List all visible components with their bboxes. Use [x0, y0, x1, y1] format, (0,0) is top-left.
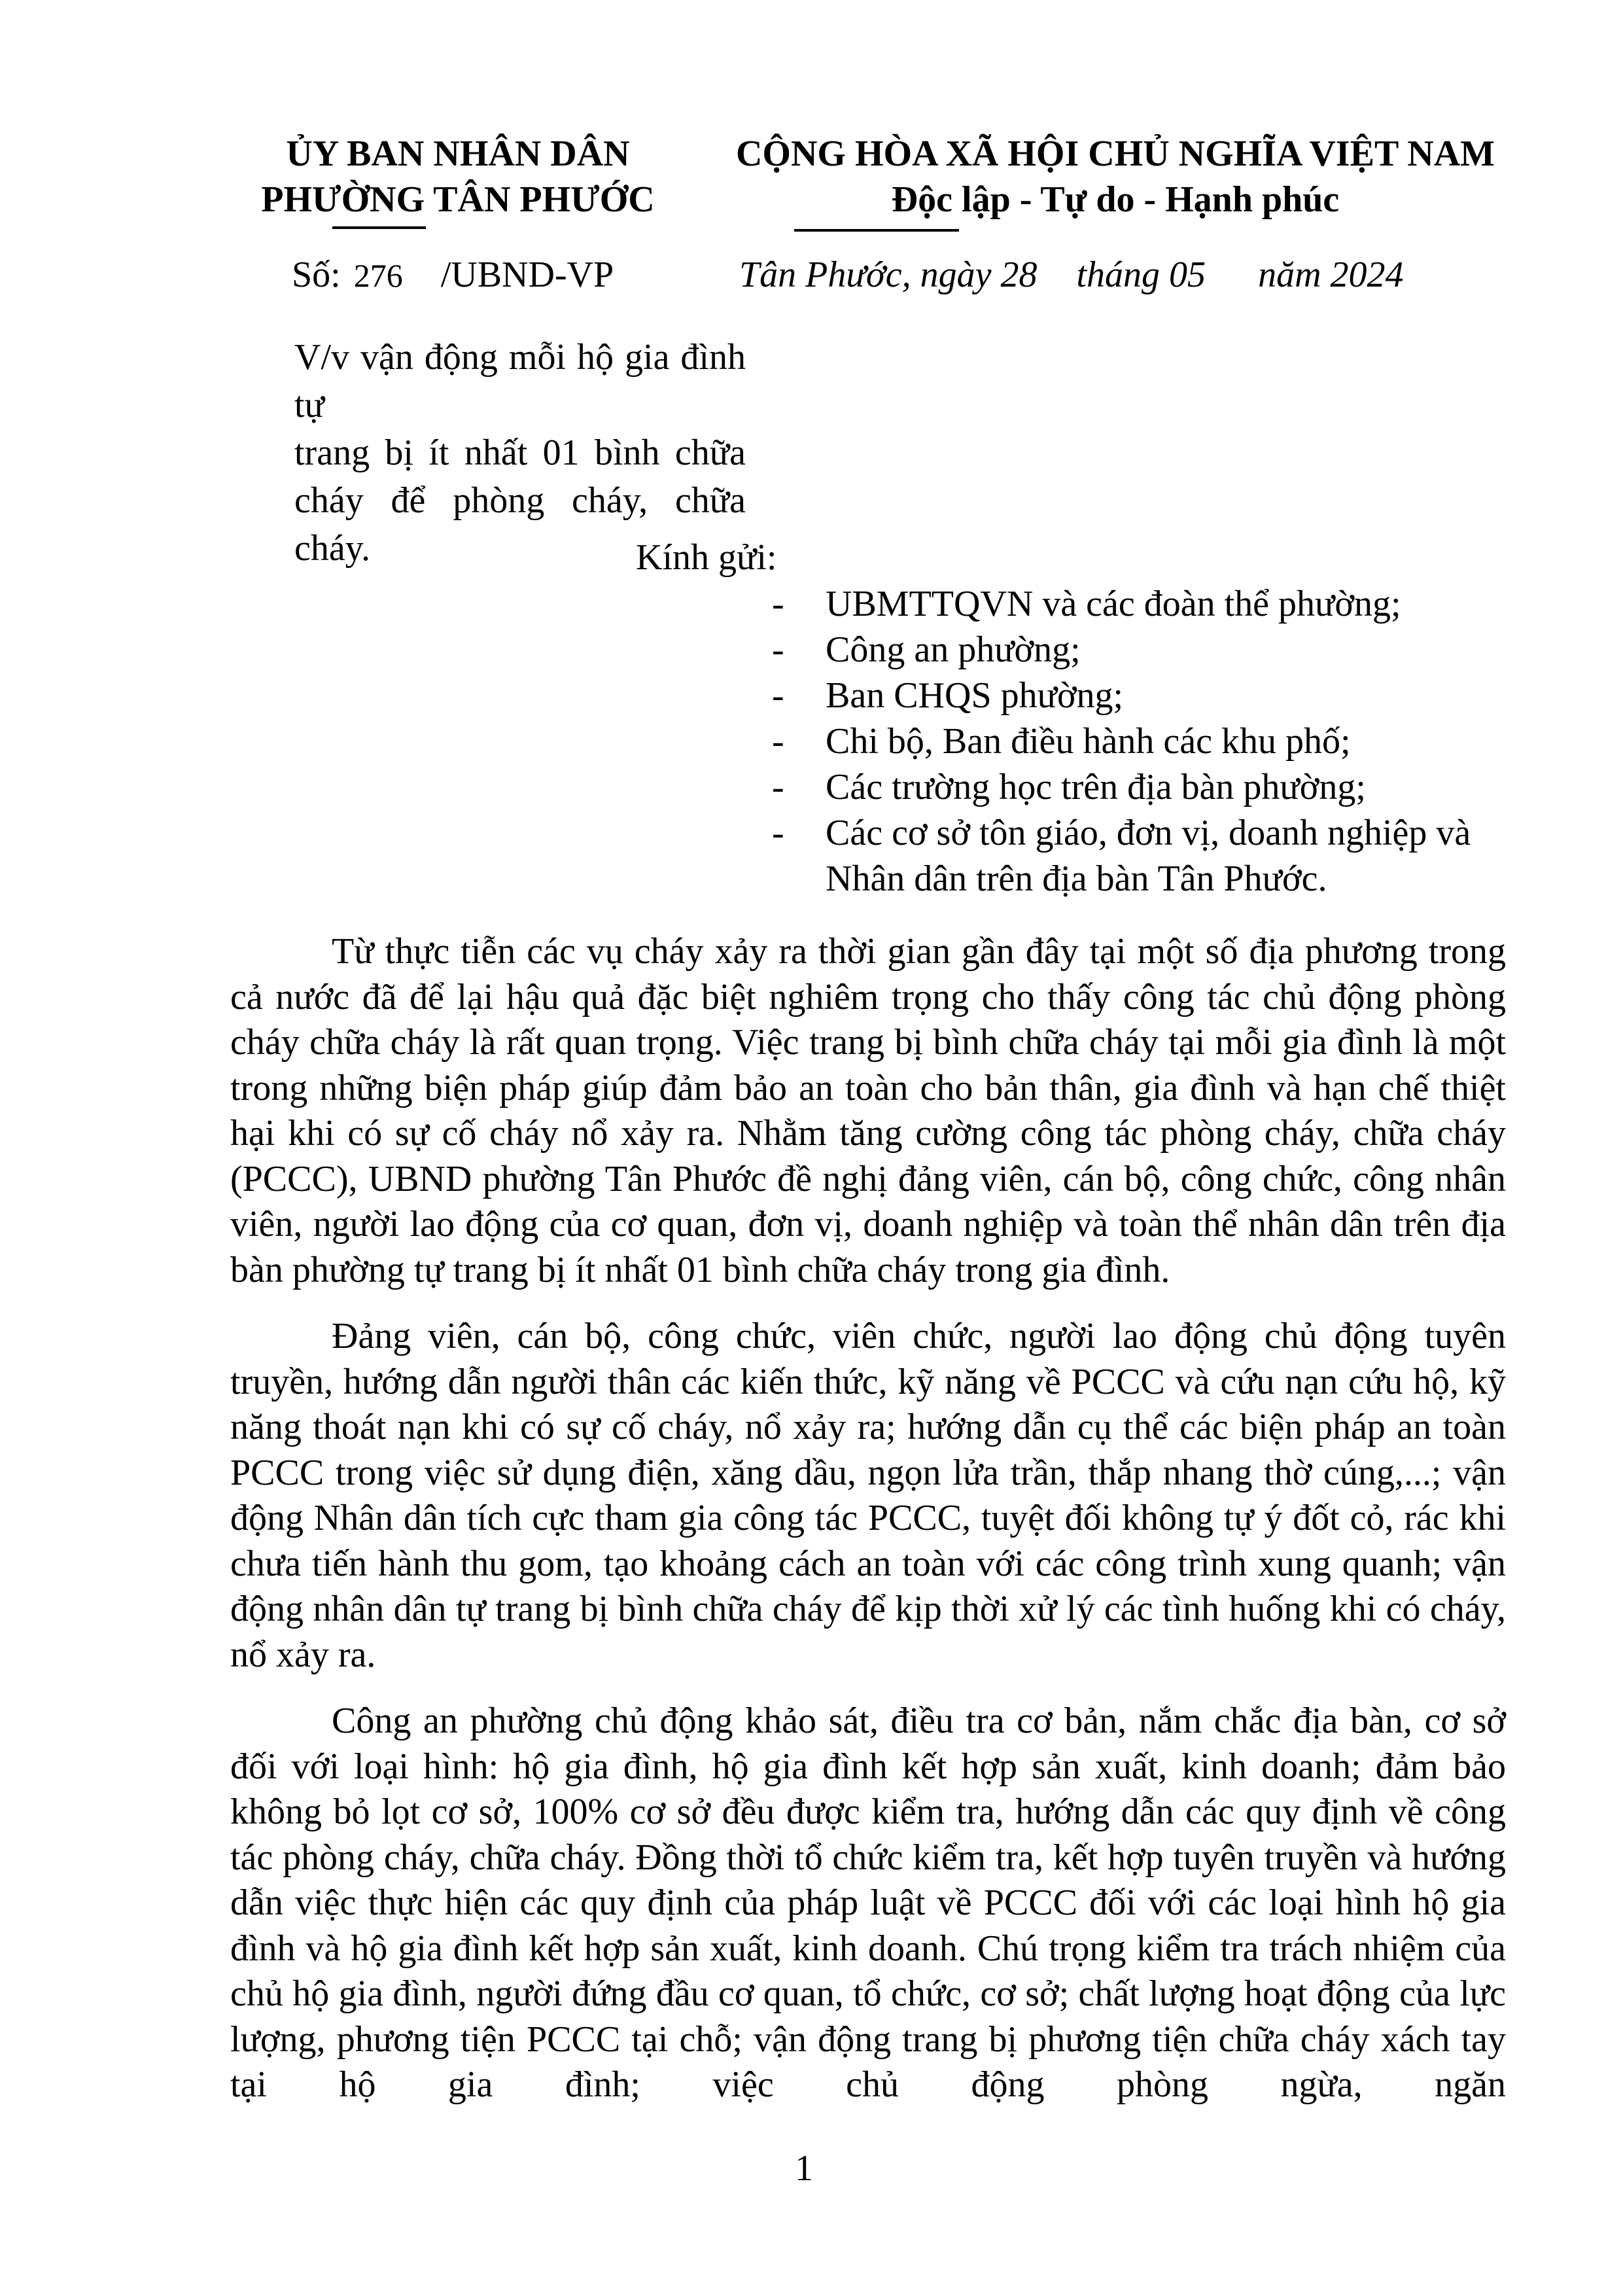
recipient-text: UBMTTQVN và các đoàn thể phường;	[826, 584, 1401, 624]
body-paragraph: Đảng viên, cán bộ, công chức, viên chức, người lao động chủ động tuyên truyền, hướng dẫn người thân các kiến thức, kỹ năng về PCCC và cứu nạn cứu hộ, kỹ năng thoát nạn khi có sự cố cháy, nổ xảy ra; hướng dẫn cụ thể các biện pháp an toàn PCCC trong việc sử dụng điện, xăng dầu, ngọn lửa trần, thắp nhang thờ cúng,...; vận động Nhân dân tích cực tham gia công tác PCCC, tuyệt đối không tự ý đốt cỏ, rác khi chưa tiến hành thu gom, tạo khoảng cách an toàn với các công trình xung quanh; vận động nhân dân tự trang bị bình chữa cháy để kịp thời xử lý các tình huống khi có cháy, nổ xảy ra.	[230, 1316, 1506, 1675]
subject-line: cháy để phòng cháy, chữa cháy.	[294, 480, 746, 569]
number-suffix: /UBND-VP	[440, 255, 614, 295]
dash-bullet: -	[772, 767, 784, 807]
recipient-list	[772, 581, 1524, 902]
dash-bullet: -	[772, 813, 784, 853]
page-number: 1	[795, 2148, 813, 2189]
body-paragraph: Công an phường chủ động khảo sát, điều tra cơ bản, nắm chắc địa bàn, cơ sở đối với loại hình: hộ gia đình, hộ gia đình kết hợp sản xuất, kinh doanh; đảm bảo không bỏ lọt cơ sở, 100% cơ sở đều được kiểm tra, hướng dẫn các quy định về công tác phòng cháy, chữa cháy. Đồng thời tổ chức kiểm tra, kết hợp tuyên truyền và hướng dẫn việc thực hiện các quy định của pháp luật về PCCC đối với các loại hình hộ gia đình và hộ gia đình kết hợp sản xuất, kinh doanh. Chú trọng kiểm tra trách nhiệm của chủ hộ gia đình, người đứng đầu cơ quan, tổ chức, cơ sở; chất lượng hoạt động của lực lượng, phương tiện PCCC tại chỗ; vận động trang bị phương tiện chữa cháy xách tay tại hộ gia đình; việc chủ động phòng ngừa, ngăn	[230, 1701, 1506, 2105]
dash-bullet: -	[772, 721, 784, 762]
dash-bullet: -	[772, 584, 784, 624]
letter-body	[230, 929, 1506, 2129]
recipient-text: Công an phường;	[826, 629, 1081, 670]
body-paragraph: Từ thực tiễn các vụ cháy xảy ra thời gian gần đây tại một số địa phương trong cả nước đã để lại hậu quả đặc biệt nghiêm trọng cho thấy công tác chủ động phòng cháy chữa cháy là rất quan trọng. Việc trang bị bình chữa cháy tại mỗi gia đình là một trong những biện pháp giúp đảm bảo an toàn cho bản thân, gia đình và hạn chế thiệt hại khi có sự cố cháy nổ xảy ra. Nhằm tăng cường công tác phòng cháy, chữa cháy (PCCC), UBND phường Tân Phước đề nghị đảng viên, cán bộ, công chức, công nhân viên, người lao động của cơ quan, đơn vị, doanh nghiệp và toàn thể nhân dân trên địa bàn phường tự trang bị ít nhất 01 bình chữa cháy trong gia đình.	[230, 931, 1506, 1290]
recipient-item	[772, 627, 1524, 673]
recipient-text: Các cơ sở tôn giáo, đơn vị, doanh nghiệp và Nhân dân trên địa bàn Tân Phước.	[826, 813, 1471, 899]
authority-line-2: PHƯỜNG TÂN PHƯỚC	[261, 179, 655, 220]
recipient-item	[772, 810, 1499, 902]
recipient-text: Ban CHQS phường;	[826, 675, 1124, 716]
motto-underline	[794, 229, 959, 232]
document-number	[292, 254, 614, 296]
recipient-item	[772, 764, 1524, 810]
dash-bullet: -	[772, 629, 784, 670]
authority-underline	[332, 226, 426, 229]
number-label: Số:	[292, 255, 341, 295]
subject-line: trang bị ít nhất 01 bình chữa	[294, 433, 746, 473]
year: năm 2024	[1258, 255, 1404, 295]
nation-line-1: CỘNG HÒA XÃ HỘI CHỦ NGHĨA VIỆT NAM	[735, 133, 1495, 174]
national-motto	[726, 131, 1505, 222]
place-day: Tân Phước, ngày 28	[739, 255, 1038, 295]
dash-bullet: -	[772, 675, 784, 716]
recipient-item	[772, 581, 1524, 627]
issuing-authority	[229, 131, 687, 222]
number-value: 276	[353, 257, 403, 294]
authority-line-1: ỦY BAN NHÂN DÂN	[286, 133, 630, 174]
place-date	[739, 254, 1404, 296]
recipient-text: Các trường học trên địa bàn phường;	[826, 767, 1366, 807]
recipient-text: Chi bộ, Ban điều hành các khu phố;	[826, 721, 1351, 762]
recipient-item	[772, 718, 1524, 764]
nation-line-2: Độc lập - Tự do - Hạnh phúc	[891, 179, 1340, 220]
recipient-item	[772, 673, 1524, 718]
subject-line: V/v vận động mỗi hộ gia đình tự	[294, 337, 746, 425]
recipients-label: Kính gửi:	[636, 537, 777, 578]
month: tháng 05	[1076, 255, 1206, 295]
